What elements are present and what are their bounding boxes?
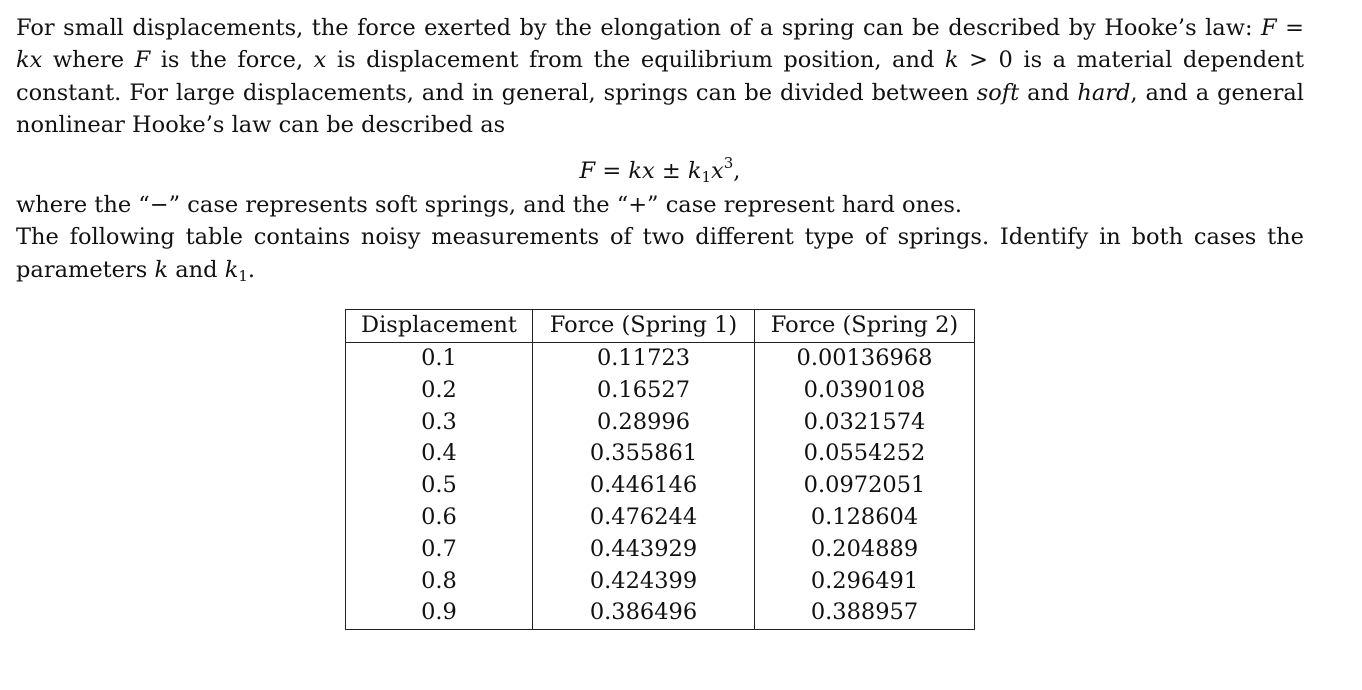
paragraph-task: The following table contains noisy measurements of two different type of springs. Identify in both cases the parameters k and $k_1$.	[16, 224, 1304, 285]
cell-force-2: 0.296491	[755, 566, 975, 598]
header-force-spring-1: Force (Spring 1)	[533, 310, 755, 343]
table-row	[346, 597, 975, 629]
table-row	[346, 407, 975, 439]
cell-force-2: 0.0390108	[755, 375, 975, 407]
table-row	[346, 375, 975, 407]
cell-force-1: 0.386496	[533, 597, 755, 629]
cell-force-1: 0.16527	[533, 375, 755, 407]
cell-displacement: 0.4	[421, 440, 457, 467]
cell-displacement: 0.9	[421, 599, 457, 626]
table-row	[346, 470, 975, 502]
cell-displacement: 0.6	[421, 503, 457, 530]
cell-displacement: 0.3	[421, 408, 457, 435]
cell-displacement: 0.8	[421, 567, 457, 594]
table-row	[346, 566, 975, 598]
paragraph-soft-hard: where the “−” case represents soft springs, and the “+” case represent hard ones.	[16, 192, 963, 219]
table-row	[346, 502, 975, 534]
cell-displacement: 0.7	[421, 535, 457, 562]
math-F: F	[1261, 15, 1277, 41]
header-displacement: Displacement	[346, 310, 533, 343]
problem-text	[16, 12, 1304, 292]
cell-force-2: 0.00136968	[755, 343, 975, 375]
cell-force-2: 0.128604	[755, 502, 975, 534]
cell-displacement: 0.2	[421, 376, 457, 403]
emph-soft: soft	[976, 79, 1020, 106]
table-row	[346, 438, 975, 470]
emph-hard: hard	[1077, 79, 1131, 106]
table-row	[346, 343, 975, 375]
cell-force-2: 0.0972051	[755, 470, 975, 502]
table-header-row	[346, 310, 975, 343]
header-force-spring-2: Force (Spring 2)	[755, 310, 975, 343]
math-kx: kx	[16, 47, 43, 74]
cell-force-1: 0.424399	[533, 566, 755, 598]
cell-displacement: 0.1	[421, 345, 457, 371]
cell-displacement: 0.5	[421, 472, 457, 499]
cell-force-1: 0.11723	[533, 343, 755, 375]
cell-force-2: 0.204889	[755, 534, 975, 566]
measurements-table	[345, 309, 975, 630]
paragraph-hookes-law: For small displacements, the force exerted by the elongation of a spring can be described by Hooke’s law: F = kx where F is the force, x is displacement from the equilibrium position, and k > 0 is a material dependent constant. For large displacements, and in general, springs can be divided between soft and hard, and a general nonlinear Hooke’s law can be described as	[16, 15, 1304, 138]
cell-force-2: 0.0554252	[755, 438, 975, 470]
cell-force-1: 0.443929	[533, 534, 755, 566]
cell-force-1: 0.446146	[533, 470, 755, 502]
cell-force-2: 0.0321574	[755, 407, 975, 439]
cell-force-1: 0.476244	[533, 502, 755, 534]
cell-force-1: 0.355861	[533, 438, 755, 470]
table-row	[346, 534, 975, 566]
cell-force-2: 0.388957	[755, 597, 975, 629]
cell-force-1: 0.28996	[533, 407, 755, 439]
display-equation: F = kx ± $k_1x^3$,	[579, 154, 741, 187]
